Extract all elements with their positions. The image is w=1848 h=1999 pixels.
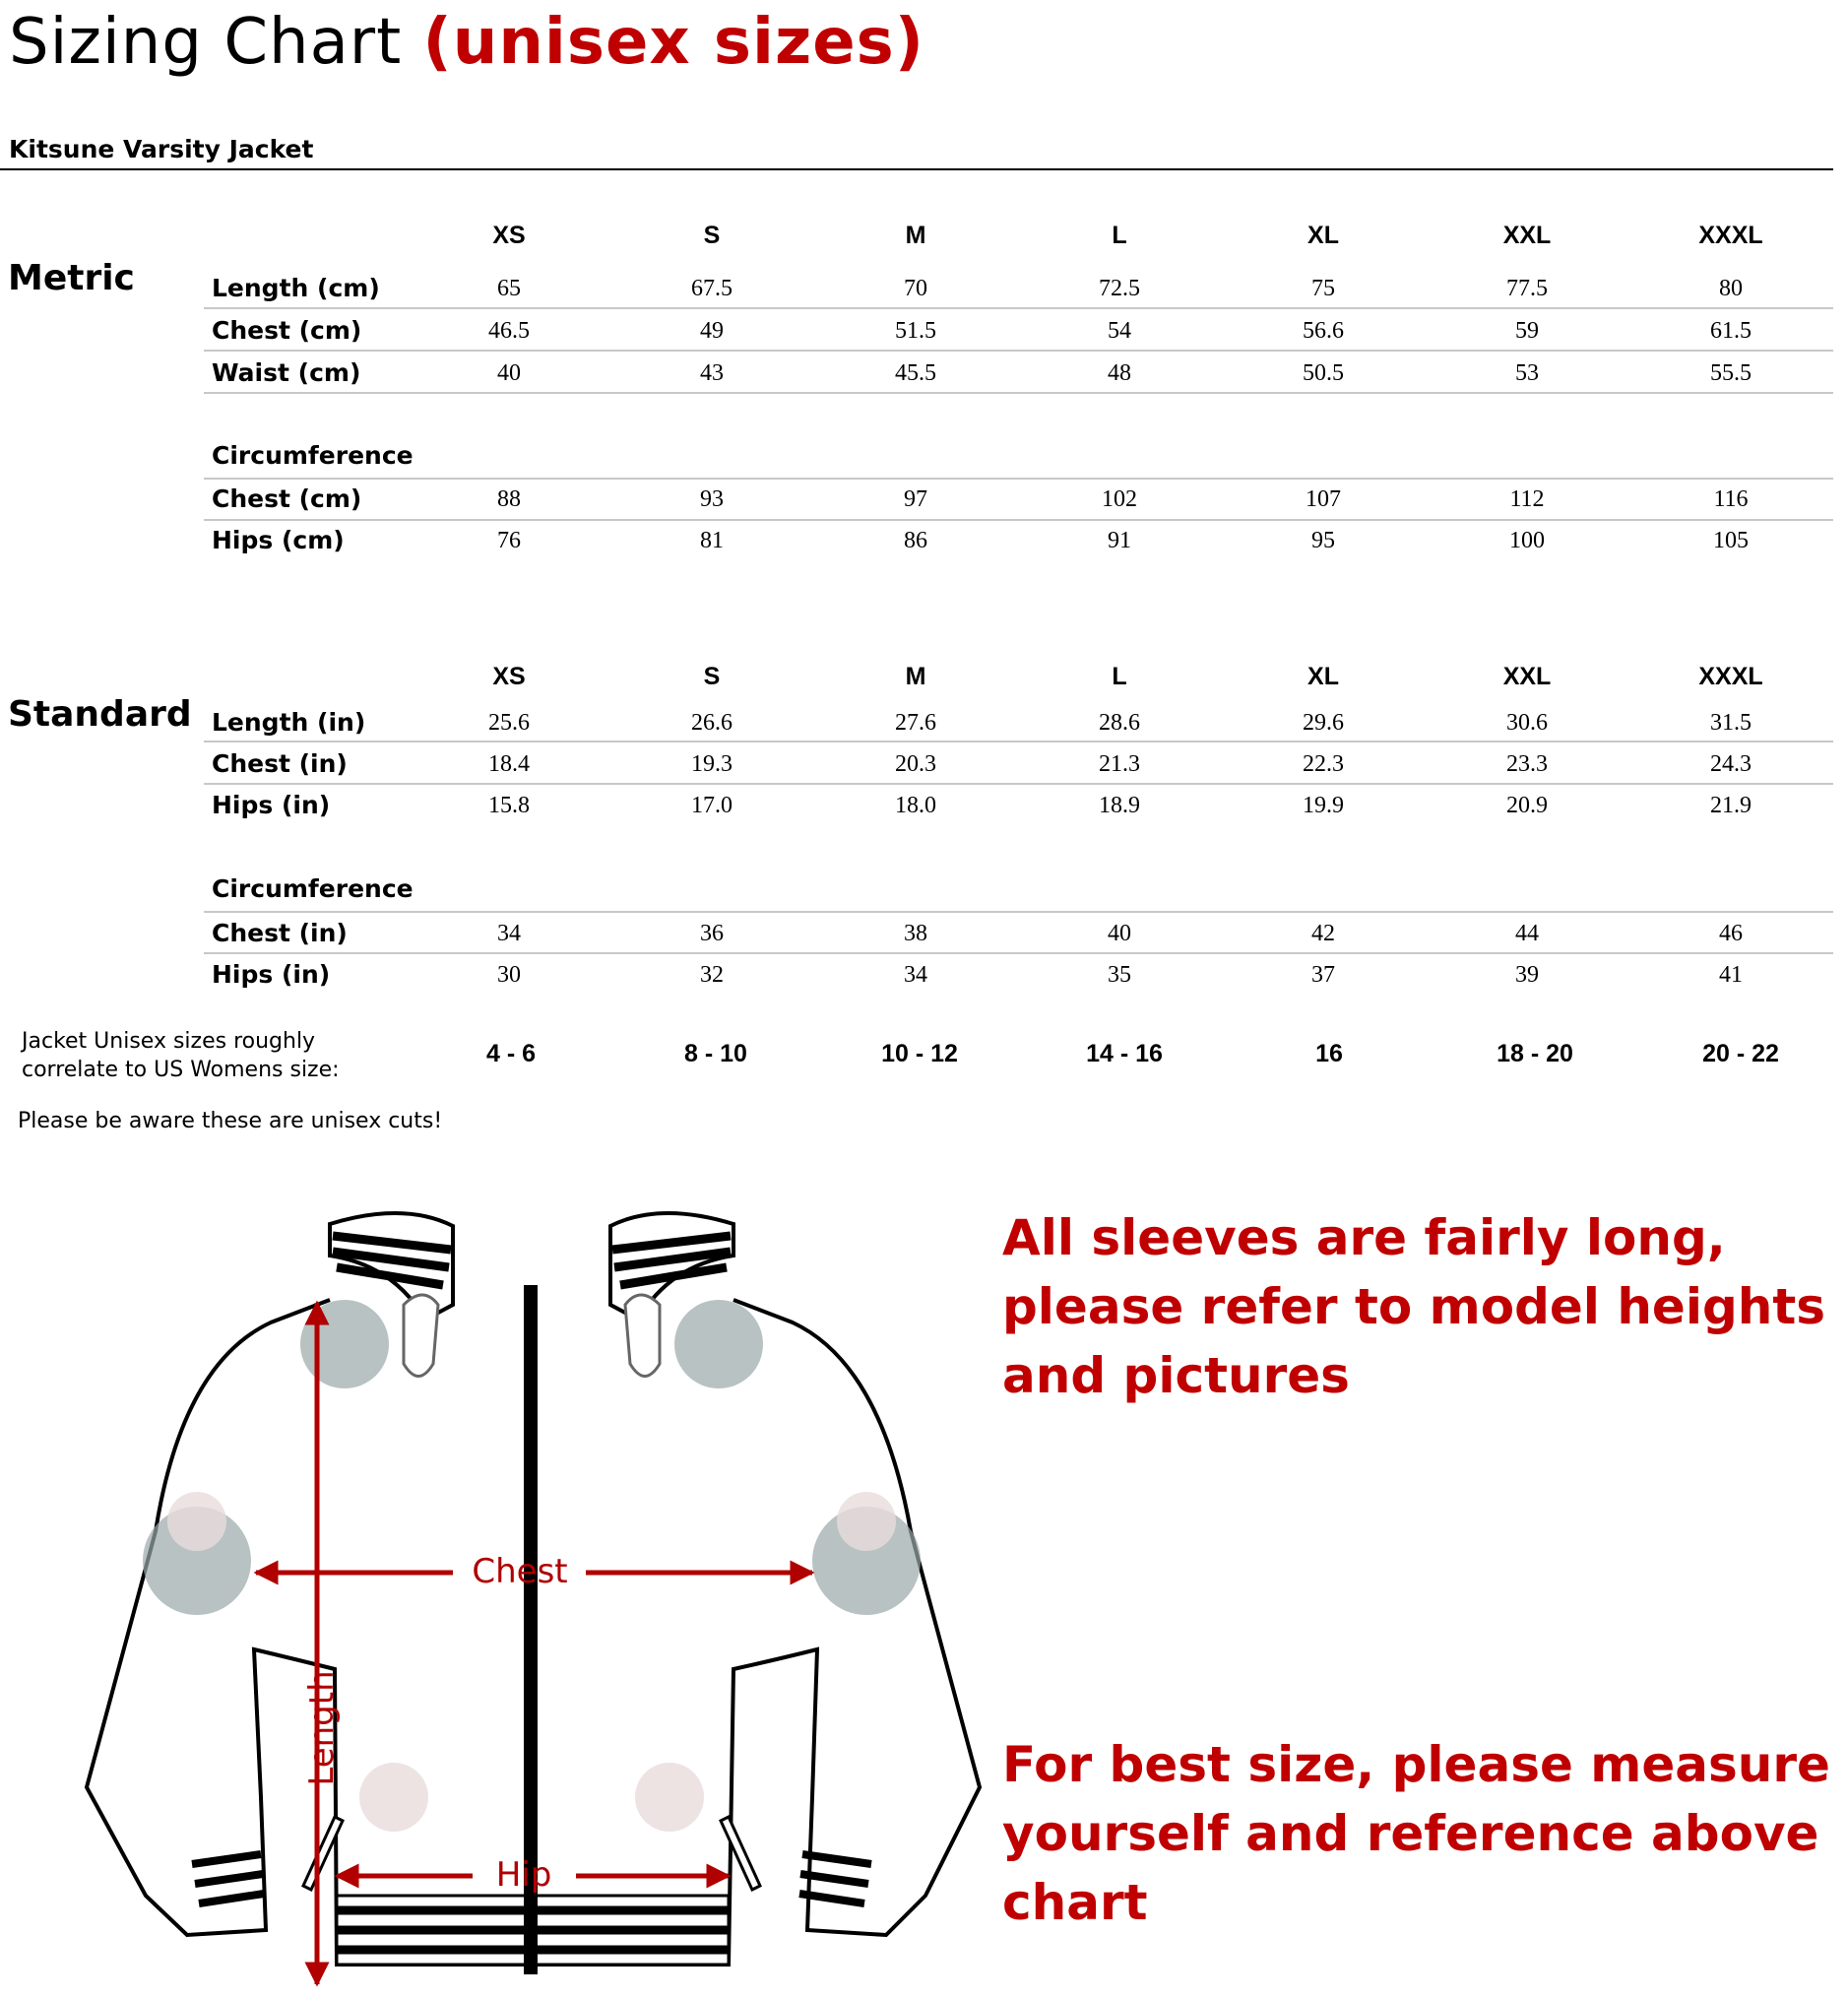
table-cell: 15.8 (488, 793, 530, 818)
jacket-diagram (79, 1206, 985, 1994)
table-cell: 41 (1719, 962, 1743, 988)
table-cell: 93 (700, 486, 724, 512)
size-header: XXXL (1698, 222, 1763, 249)
table-cell: 17.0 (691, 793, 733, 818)
table-cell: 27.6 (895, 710, 936, 736)
table-cell: 70 (904, 276, 927, 301)
size-header: XXL (1502, 222, 1552, 249)
table-cell: 100 (1509, 528, 1545, 553)
table-cell: 81 (700, 528, 724, 553)
row-label: Waist (cm) (212, 358, 361, 387)
table-cell: 50.5 (1303, 360, 1344, 386)
womens-size: 20 - 22 (1702, 1040, 1779, 1067)
table-cell: 20.3 (895, 751, 936, 777)
table-cell: 67.5 (691, 276, 733, 301)
womens-size: 4 - 6 (485, 1040, 537, 1067)
table-cell: 37 (1311, 962, 1335, 988)
circumference-label: Circumference (212, 441, 414, 470)
hip-label: Hip (495, 1855, 552, 1895)
circumference-label: Circumference (212, 874, 414, 903)
table-cell: 26.6 (691, 710, 733, 736)
table-cell: 102 (1102, 486, 1137, 512)
page-title (9, 6, 924, 79)
table-cell: 53 (1515, 360, 1539, 386)
length-label: Length (302, 1670, 342, 1786)
table-cell: 24.3 (1710, 751, 1752, 777)
table-cell: 19.9 (1303, 793, 1344, 818)
size-header: M (905, 663, 926, 690)
size-header: M (905, 222, 926, 249)
table-cell: 54 (1108, 318, 1131, 344)
row-label: Length (in) (212, 708, 366, 737)
size-header: XS (492, 222, 526, 249)
metric-section-label: Metric (8, 258, 135, 298)
womens-size: 18 - 20 (1497, 1040, 1573, 1067)
table-cell: 43 (700, 360, 724, 386)
row-label: Chest (in) (212, 919, 348, 947)
table-cell: 59 (1515, 318, 1539, 344)
row-label: Length (cm) (212, 274, 380, 302)
correlation-label-line1: Jacket Unisex sizes roughly (22, 1029, 316, 1054)
correlation-label (22, 1027, 435, 1084)
table-cell: 86 (904, 528, 927, 553)
table-cell: 56.6 (1303, 318, 1344, 344)
table-cell: 28.6 (1099, 710, 1140, 736)
womens-size: 16 (1315, 1040, 1343, 1067)
row-label: Hips (in) (212, 791, 331, 819)
table-cell: 22.3 (1303, 751, 1344, 777)
table-cell: 44 (1515, 921, 1539, 946)
size-header: L (1112, 222, 1127, 249)
womens-size: 14 - 16 (1086, 1040, 1163, 1067)
table-cell: 30 (497, 962, 521, 988)
table-cell: 116 (1713, 486, 1749, 512)
table-cell: 48 (1108, 360, 1131, 386)
table-cell: 80 (1719, 276, 1743, 301)
table-cell: 42 (1311, 921, 1335, 946)
table-cell: 88 (497, 486, 521, 512)
size-header: XL (1307, 222, 1339, 249)
row-divider (204, 519, 1833, 521)
table-cell: 76 (497, 528, 521, 553)
table-cell: 31.5 (1710, 710, 1752, 736)
table-cell: 18.4 (488, 751, 530, 777)
row-divider (204, 350, 1833, 352)
row-divider (204, 478, 1833, 480)
jacket-illustration (79, 1206, 985, 1994)
table-cell: 38 (904, 921, 927, 946)
row-divider (204, 392, 1833, 394)
table-cell: 21.3 (1099, 751, 1140, 777)
table-cell: 18.0 (895, 793, 936, 818)
size-header: XS (492, 663, 526, 690)
womens-size: 8 - 10 (684, 1040, 747, 1067)
size-header: S (703, 222, 721, 249)
table-cell: 55.5 (1710, 360, 1752, 386)
row-divider (204, 911, 1833, 913)
table-cell: 97 (904, 486, 927, 512)
table-cell: 20.9 (1506, 793, 1548, 818)
chest-label: Chest (472, 1552, 568, 1591)
sleeve-note: All sleeves are fairly long, please refer to model heights and pictures (1002, 1209, 1826, 1404)
table-cell: 39 (1515, 962, 1539, 988)
row-divider (204, 952, 1833, 954)
table-cell: 75 (1311, 276, 1335, 301)
row-label: Chest (cm) (212, 484, 362, 513)
row-label: Hips (cm) (212, 526, 345, 554)
table-cell: 18.9 (1099, 793, 1140, 818)
table-cell: 32 (700, 962, 724, 988)
correlation-label-line2: correlate to US Womens size: (22, 1058, 340, 1082)
table-cell: 95 (1311, 528, 1335, 553)
table-cell: 65 (497, 276, 521, 301)
size-header: XXXL (1698, 663, 1763, 690)
measure-note: For best size, please measure yourself and reference above chart (1002, 1736, 1830, 1931)
table-cell: 19.3 (691, 751, 733, 777)
womens-size: 10 - 12 (881, 1040, 958, 1067)
table-cell: 35 (1108, 962, 1131, 988)
size-header: S (703, 663, 721, 690)
divider (0, 168, 1833, 170)
table-cell: 25.6 (488, 710, 530, 736)
row-label: Hips (in) (212, 960, 331, 989)
table-cell: 45.5 (895, 360, 936, 386)
table-cell: 34 (497, 921, 521, 946)
title-main: Sizing Chart (9, 6, 403, 79)
title-accent: (unisex sizes) (422, 6, 924, 79)
unisex-note: Please be aware these are unisex cuts! (18, 1109, 443, 1133)
row-label: Chest (cm) (212, 316, 362, 345)
size-header: L (1112, 663, 1127, 690)
row-divider (204, 741, 1833, 742)
row-divider (204, 307, 1833, 309)
table-cell: 49 (700, 318, 724, 344)
table-cell: 36 (700, 921, 724, 946)
table-cell: 107 (1306, 486, 1341, 512)
table-cell: 40 (497, 360, 521, 386)
size-header: XL (1307, 663, 1339, 690)
table-cell: 72.5 (1099, 276, 1140, 301)
table-cell: 21.9 (1710, 793, 1752, 818)
table-cell: 112 (1509, 486, 1545, 512)
standard-section-label: Standard (8, 694, 192, 735)
table-cell: 91 (1108, 528, 1131, 553)
table-cell: 61.5 (1710, 318, 1752, 344)
table-cell: 51.5 (895, 318, 936, 344)
product-name: Kitsune Varsity Jacket (9, 135, 314, 163)
table-cell: 46 (1719, 921, 1743, 946)
table-cell: 30.6 (1506, 710, 1548, 736)
table-cell: 77.5 (1506, 276, 1548, 301)
table-cell: 29.6 (1303, 710, 1344, 736)
size-header: XXL (1502, 663, 1552, 690)
table-cell: 46.5 (488, 318, 530, 344)
table-cell: 23.3 (1506, 751, 1548, 777)
row-label: Chest (in) (212, 749, 348, 778)
table-cell: 34 (904, 962, 927, 988)
table-cell: 40 (1108, 921, 1131, 946)
row-divider (204, 783, 1833, 785)
table-cell: 105 (1713, 528, 1749, 553)
